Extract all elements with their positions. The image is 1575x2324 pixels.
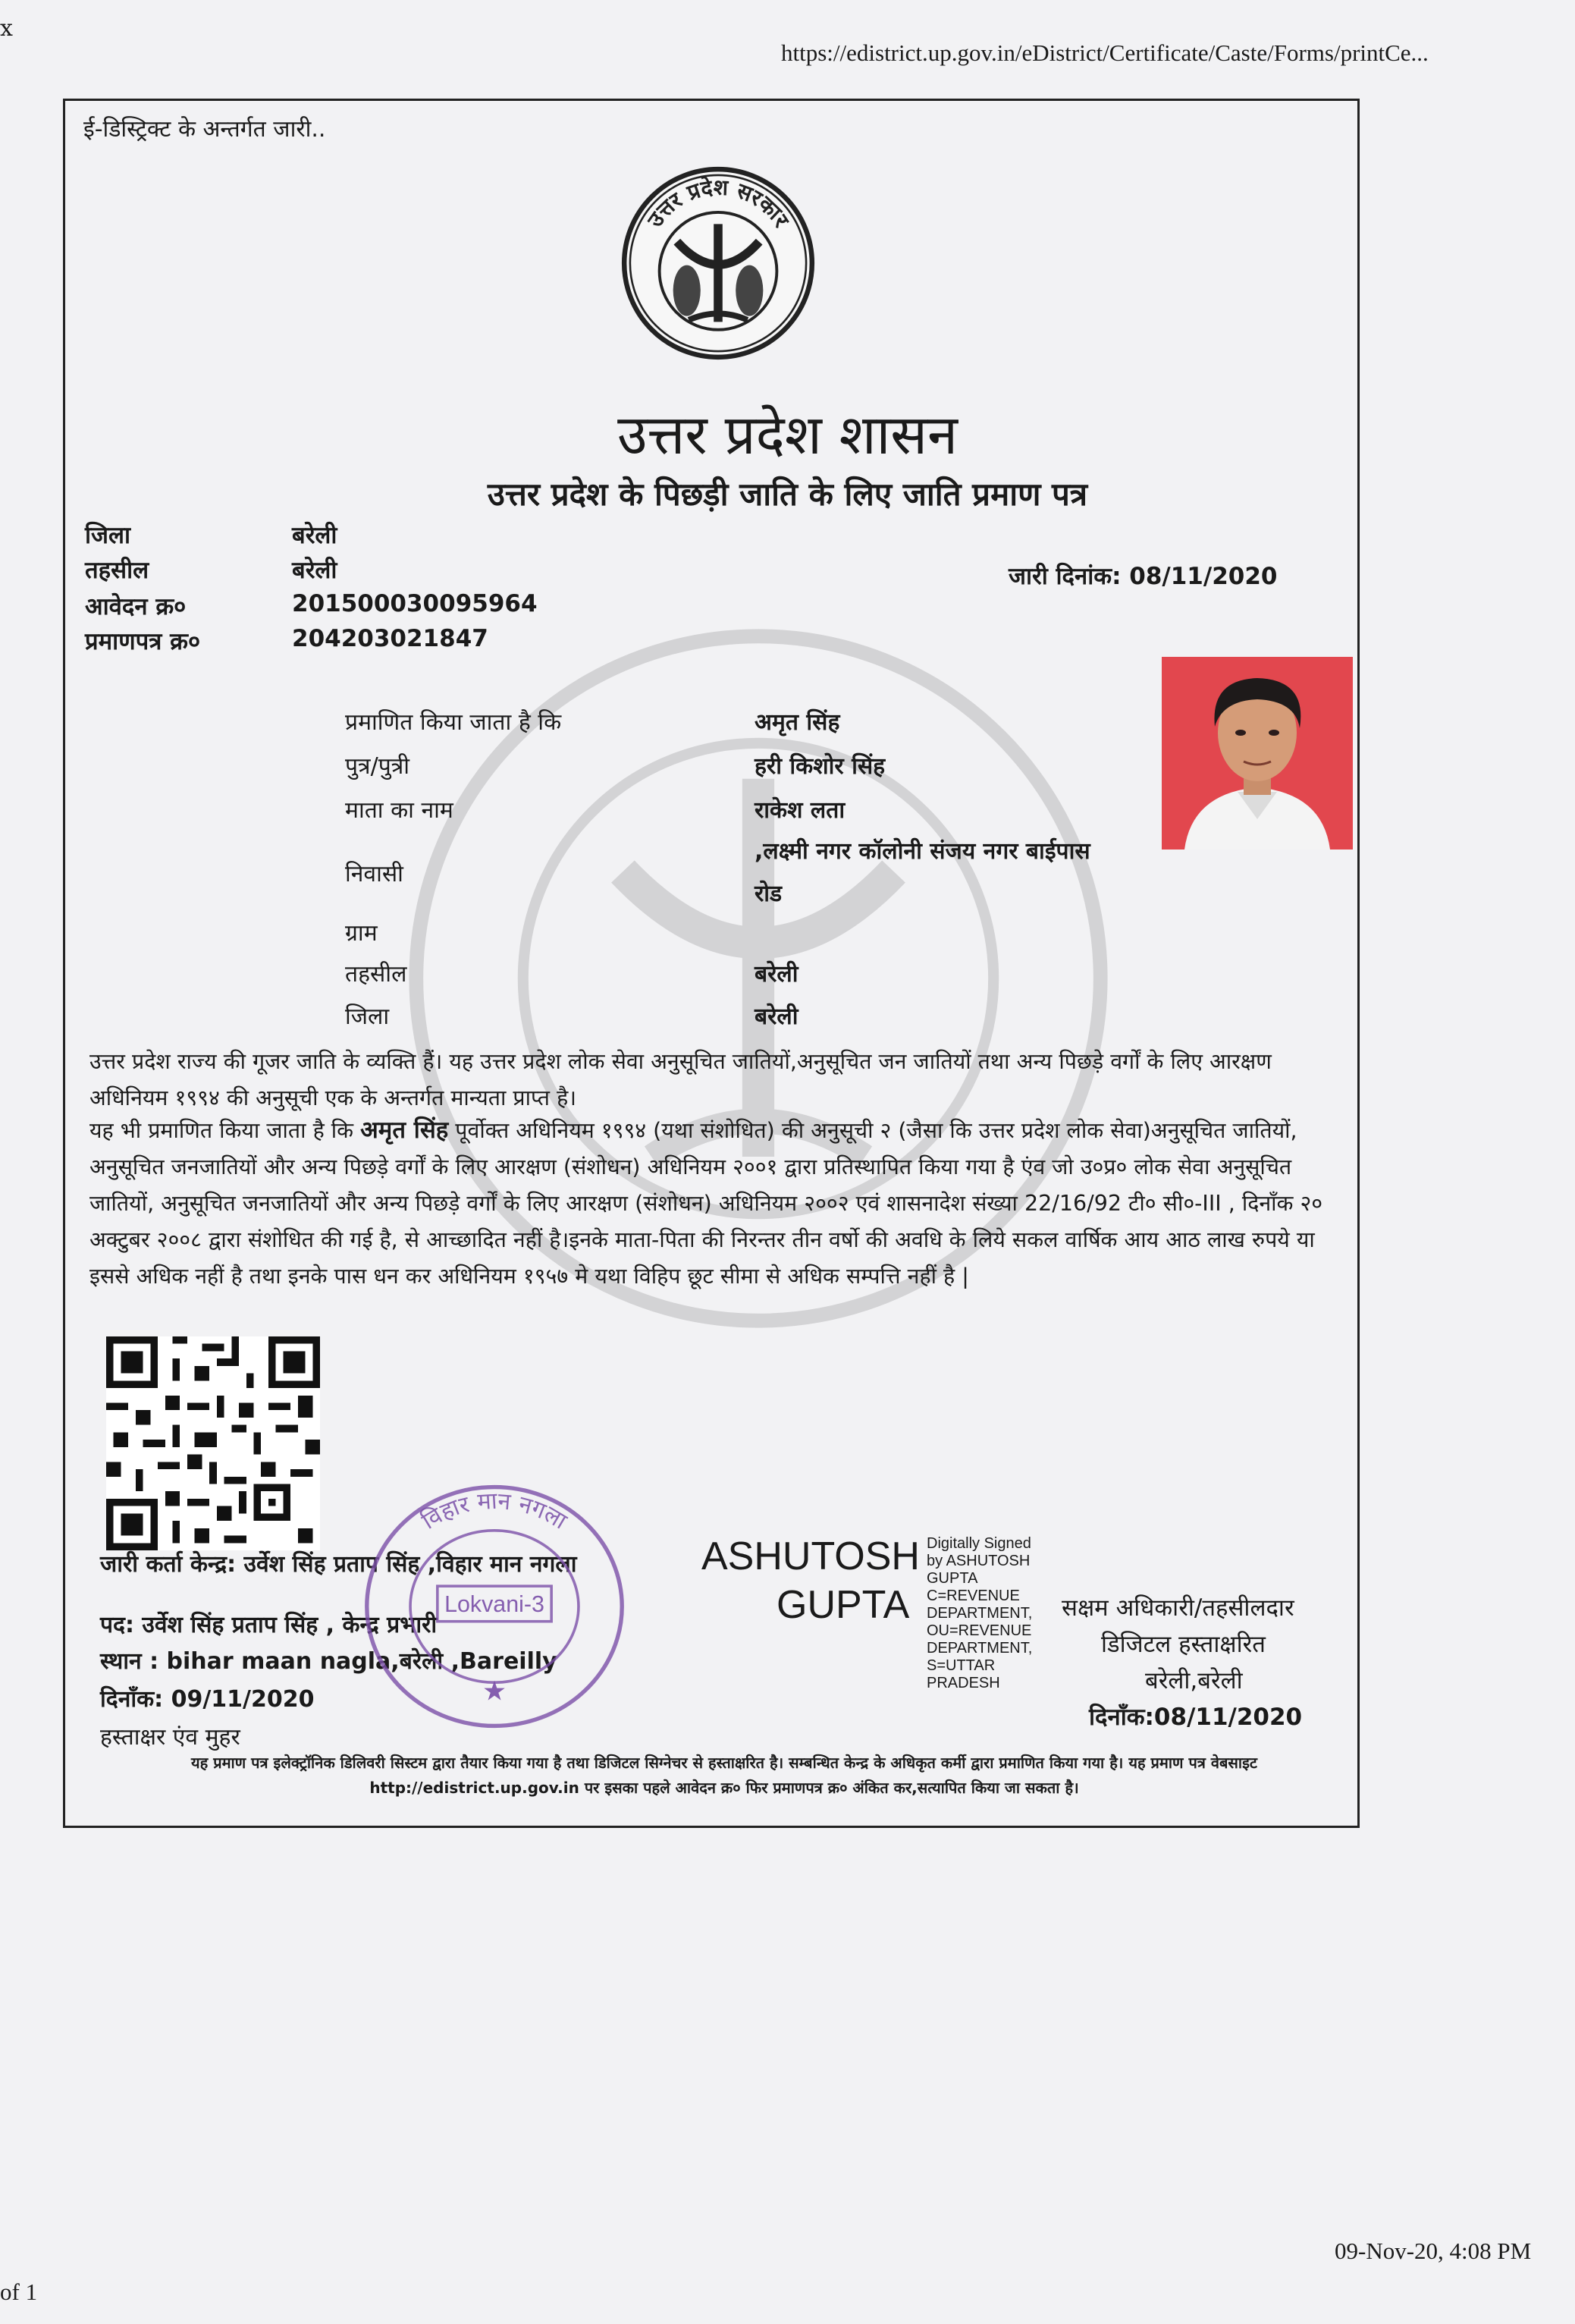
certify-label: प्रमाणित किया जाता है कि xyxy=(345,709,562,736)
issue-date-label: जारी दिनांक: xyxy=(1009,563,1122,590)
svg-text:विहार मान नगला xyxy=(417,1488,572,1536)
para-b-name: अमृत सिंह xyxy=(360,1116,449,1144)
meta-certificate-value: 204203021847 xyxy=(292,625,488,652)
resident-label: निवासी xyxy=(345,861,403,887)
parent-label: पुत्र/पुत्री xyxy=(345,753,410,780)
print-page-count: of 1 xyxy=(0,2278,38,2305)
resident-value-line2: रोड xyxy=(755,881,783,907)
svg-text:★: ★ xyxy=(482,1675,507,1707)
field-district-label: जिला xyxy=(345,1003,390,1030)
header-note: ई-डिस्ट्रिक्ट के अन्तर्गत जारी.. xyxy=(83,116,326,143)
meta-certificate-label: प्रमाणपत्र क्र० xyxy=(85,628,201,655)
digital-signature-name-first: ASHUTOSH xyxy=(701,1534,920,1578)
emblem-text: उत्तर प्रदेश सरकार xyxy=(642,174,794,232)
stamp-center-text: Lokvani-3 xyxy=(444,1591,544,1618)
meta-district-label: जिला xyxy=(85,522,131,549)
issuer-place: स्थान : bihar maan nagla,बरेली ,Bareilly xyxy=(100,1648,557,1675)
certificate-paragraph-income xyxy=(89,1112,1356,1295)
meta-application-label: आवेदन क्र० xyxy=(85,593,187,620)
authority-title: सक्षम अधिकारी/तहसीलदार xyxy=(1062,1594,1294,1622)
certificate-title: उत्तर प्रदेश शासन xyxy=(617,403,958,466)
mother-label: माता का नाम xyxy=(345,797,453,824)
village-label: ग्राम xyxy=(345,920,378,947)
authority-digital-signed: डिजिटल हस्ताक्षरित xyxy=(1101,1631,1266,1658)
field-tehsil-label: तहसील xyxy=(345,961,407,988)
applicant-photo xyxy=(1162,657,1353,850)
certificate-paragraph-caste: उत्तर प्रदेश राज्य की गूजर जाति के व्यक्ति हैं। यह उत्तर प्रदेश लोक सेवा अनुसूचित जातियों,अनुसूचित जन जातियों तथा अन्य पिछड़े वर्गों के लिए आरक्षण अधिनियम १९९४ की अनुसूची एक के अन्तर्गत मान्यता प्राप्त है। xyxy=(89,1049,1272,1110)
rubber-stamp-icon xyxy=(358,1478,631,1735)
authority-date: दिनाँक:08/11/2020 xyxy=(1089,1704,1303,1731)
verification-footer-note: यह प्रमाण पत्र इलेक्ट्रॉनिक डिलिवरी सिस्टम द्वारा तैयार किया गया है तथा डिजिटल सिग्नेचर से हस्ताक्षरित है। सम्बन्धित केन्द्र के अधिकृत कर्मी द्वारा प्रमाणित किया गया है। यह प्रमाण पत्र वेबसाइट http://edistrict.up.gov.in पर इसका पहले आवेदन क्र० फिर प्रमाणपत्र क्र० अंकित कर,सत्यापित किया जा सकता है। xyxy=(191,1754,1257,1797)
para-b-prefix: यह भी प्रमाणित किया जाता है कि xyxy=(89,1118,361,1143)
meta-tehsil-label: तहसील xyxy=(85,557,149,584)
digital-signature-details: Digitally Signed by ASHUTOSH GUPTA C=REVENUE DEPARTMENT, OU=REVENUE DEPARTMENT, S=UTTAR PRADESH xyxy=(927,1535,1033,1691)
authority-location: बरेली,बरेली xyxy=(1145,1667,1243,1694)
issuer-date: दिनाँक: 09/11/2020 xyxy=(100,1686,315,1713)
issuing-center: जारी कर्ता केन्द्र: उर्वेश सिंह प्रताप सिंह ,विहार मान नगला xyxy=(100,1551,577,1578)
digital-signature-name-last: GUPTA xyxy=(777,1583,910,1627)
issue-date xyxy=(1009,560,1277,592)
para-b-suffix: पूर्वोक्त अधिनियम १९९४ (यथा संशोधित) की अनुसूची २ (जैसा कि उत्तर प्रदेश लोक सेवा)अनुसूचित जातियों, अनुसूचित जनजातियों और अन्य पिछड़े वर्गों के लिए आरक्षण (संशोधन) अधिनियम २००१ द्वारा प्रतिस्थापित किया गया है एंव जो उ०प्र० लोक सेवा अनुसूचित जातियों, अनुसूचित जनजातियों और अन्य पिछड़े वर्गों के लिए आरक्षण (संशोधन) अधिनियम २००२ एवं शासनादेश संख्या 22/16/92 टी० सी०-III , दिनाँक २० अक्टुबर २००८ द्वारा संशोधित की गई है, से आच्छादित नहीं है।इनके माता-पिता की निरन्तर तीन वर्षो की अवधि के लिये सकल वार्षिक आय आठ लाख रुपये या इससे अधिक नहीं है तथा इनके पास धन कर अधिनियम १९५७ मे यथा विहिप छूट सीमा से अधिक सम्पत्ति नहीं है | xyxy=(89,1118,1323,1289)
person-photo-icon xyxy=(1162,657,1353,850)
state-emblem-icon xyxy=(620,165,816,361)
resident-value-line1: ,लक्ष्मी नगर कॉलोनी संजय नगर बाईपास xyxy=(755,838,1090,865)
print-url[interactable]: https://edistrict.up.gov.in/eDistrict/Certificate/Caste/Forms/printCe... xyxy=(781,39,1429,66)
issuer-post: पद: उर्वेश सिंह प्रताप सिंह , केन्द्र प्रभारी xyxy=(100,1612,438,1638)
certify-value: अमृत सिंह xyxy=(755,709,840,736)
certificate-subtitle: उत्तर प्रदेश के पिछड़ी जाति के लिए जाति प्रमाण पत्र xyxy=(487,476,1088,513)
meta-application-value: 201500030095964 xyxy=(292,590,538,617)
mother-value: राकेश लता xyxy=(755,797,846,824)
qr-code-icon[interactable] xyxy=(106,1336,320,1550)
field-tehsil-value: बरेली xyxy=(755,961,798,988)
print-datetime: 09-Nov-20, 4:08 PM xyxy=(1335,2238,1532,2264)
signature-seal-label: हस्ताक्षर एंव मुहर xyxy=(100,1724,240,1751)
field-district-value: बरेली xyxy=(755,1003,798,1030)
issue-date-value: 08/11/2020 xyxy=(1129,563,1278,590)
meta-tehsil-value: बरेली xyxy=(292,557,337,584)
meta-district-value: बरेली xyxy=(292,522,337,549)
parent-value: हरी किशोर सिंह xyxy=(755,753,886,780)
stamp-ring-text: विहार मान नगला xyxy=(417,1487,572,1535)
browser-left-mark: x xyxy=(0,15,13,42)
